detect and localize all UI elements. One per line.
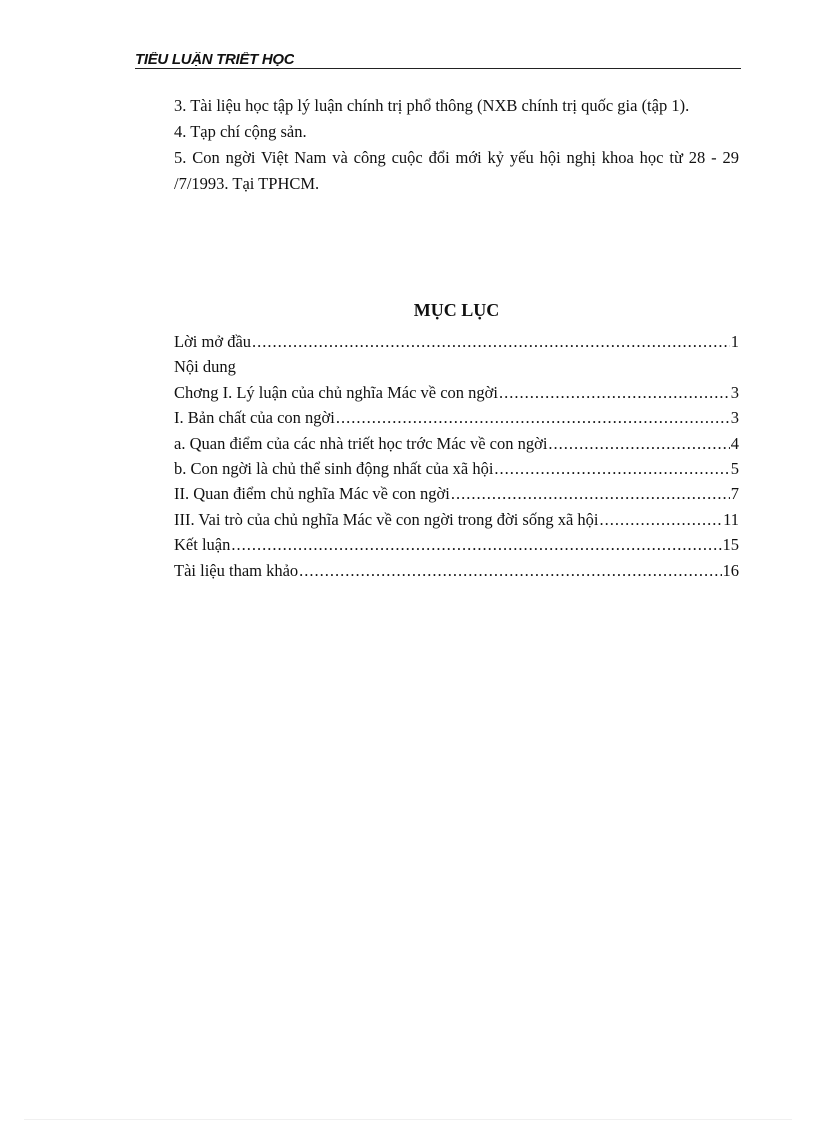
toc-entry-label: b. Con ngời là chủ thể sinh động nhất của xã hội: [174, 458, 494, 478]
toc-entry-page: 1: [730, 332, 739, 351]
toc-dot-leader: [231, 532, 721, 557]
toc-entry-page: 3: [730, 408, 739, 428]
toc-dot-leader: [600, 507, 723, 532]
toc-dot-leader: [494, 456, 729, 481]
toc-entry-page: 11: [723, 509, 739, 529]
toc-entry-vai-tro: [174, 507, 739, 532]
toc-entry-page: 15: [722, 535, 739, 555]
toc-entry-ket-luan: [174, 532, 739, 557]
toc-entry-loi-mo-dau: [174, 329, 739, 354]
toc-dot-leader: [252, 329, 730, 354]
toc-dot-leader: [336, 405, 730, 430]
reference-item: 5. Con ngời Việt Nam và công cuộc đổi mới kỷ yếu hội nghị khoa học từ 28 - 29 /7/1993. Tại TPHCM.: [174, 148, 739, 193]
toc-entry-ban-chat: [174, 405, 739, 430]
toc-entry-page: 3: [730, 382, 739, 402]
toc-dot-leader: [548, 431, 729, 456]
toc-entry-page: 16: [722, 560, 739, 580]
toc-entry-quan-diem-mac: [174, 481, 739, 506]
toc-dot-leader: [499, 380, 730, 405]
toc-dot-leader: [299, 558, 721, 583]
header-title: TIỂU LUẬN TRIẾT HỌC: [135, 52, 295, 66]
toc-entry-chuong-1: [174, 380, 739, 405]
toc-entry-label: Tài liệu tham khảo: [174, 560, 299, 580]
toc-entry-label: II. Quan điểm chủ nghĩa Mác về con ngời: [174, 484, 450, 504]
toc-dot-leader: [451, 481, 730, 506]
page-header: [135, 52, 741, 69]
toc-entry-noi-dung: [174, 354, 739, 379]
toc-entry-page: 7: [730, 484, 739, 504]
reference-list: [174, 93, 739, 197]
toc-entry-label: Nội dung: [174, 357, 236, 377]
table-of-contents: [174, 329, 739, 583]
toc-entry-quan-diem-truoc-mac: [174, 431, 739, 456]
page-bottom-divider: [24, 1119, 792, 1120]
toc-entry-label: III. Vai trò của chủ nghĩa Mác về con ngời trong đời sống xã hội: [174, 509, 599, 529]
reference-item: 4. Tạp chí cộng sản.: [174, 122, 307, 141]
toc-entry-label: Chơng I. Lý luận của chủ nghĩa Mác về con ngời: [174, 382, 498, 402]
toc-entry-chu-the: [174, 456, 739, 481]
toc-entry-label: Kết luận: [174, 535, 231, 555]
toc-entry-label: a. Quan điểm của các nhà triết học trớc Mác về con ngời: [174, 433, 548, 453]
toc-title: MỤC LỤC: [413, 300, 500, 320]
toc-entry-page: 4: [730, 433, 739, 453]
toc-entry-label: Lời mở đầu: [174, 332, 252, 351]
reference-item: 3. Tài liệu học tập lý luận chính trị phổ thông (NXB chính trị quốc gia (tập 1).: [174, 96, 690, 115]
toc-entry-label: I. Bản chất của con ngời: [174, 408, 335, 428]
toc-entry-page: 5: [730, 458, 739, 478]
toc-entry-tai-lieu: [174, 558, 739, 583]
